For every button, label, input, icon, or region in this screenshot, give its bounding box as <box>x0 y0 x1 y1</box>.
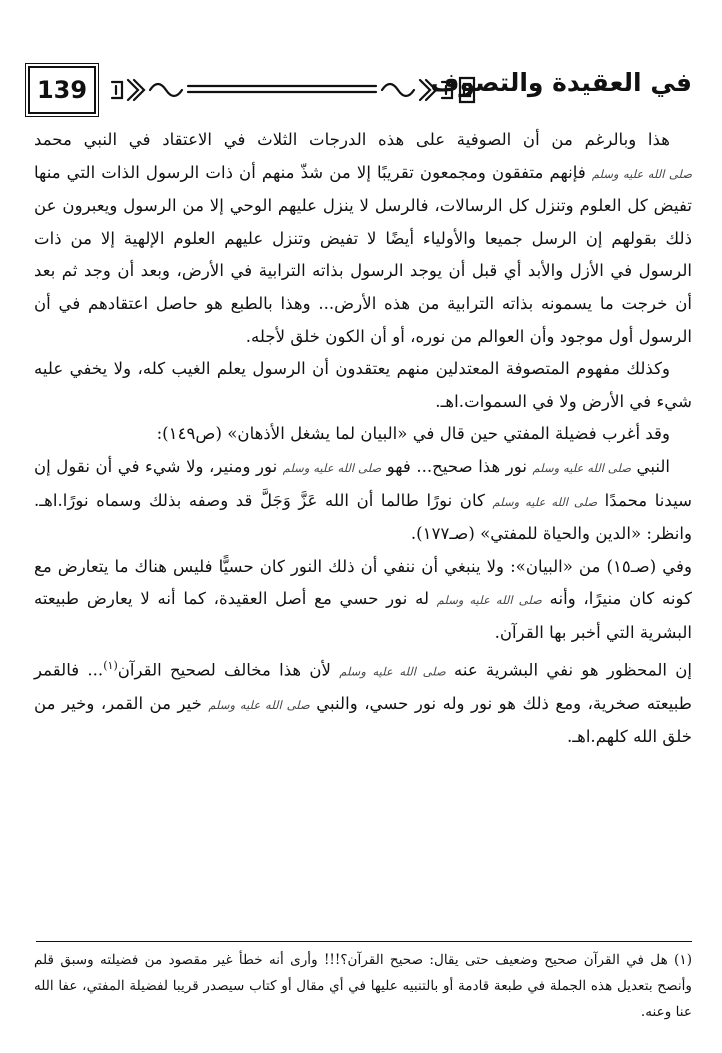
footnote-reference: (١) <box>103 658 118 672</box>
salutation-glyph: صلى الله عليه وسلم <box>492 494 598 509</box>
text-run: كان نورًا طالما أن الله عَزَّ وَجَلَّ قد وصفه بذلك وسماه نورًا.اهـ. وانظر: «الدين والحياة للمفتي» (صـ١٧٧). <box>34 490 692 544</box>
salutation-glyph: صلى الله عليه وسلم <box>282 460 382 475</box>
main-text <box>34 124 692 754</box>
text-run: هذا وبالرغم من أن الصوفية على هذه الدرجات الثلاث في الاعتقاد في النبي محمد <box>34 130 670 149</box>
paragraph-2: وكذلك مفهوم المتصوفة المعتدلين منهم يعتقدون أن الرسول يعلم الغيب كله، ولا يخفي عليه شيء في الأرض ولا في السموات.اهـ. <box>34 359 692 411</box>
text-run: لأن هذا مخالف لصحيح القرآن <box>117 660 332 680</box>
text-run: إن المحظور هو نفي البشرية عنه <box>453 660 692 680</box>
text-run: وفي (صـ١٥) من «البيان»: ولا ينبغي أن ننفي أن ذلك النور كان حسيًّا فليس هناك ما يتعارض مع كونه كان منيرًا، وأنه <box>34 556 693 609</box>
text-run: فإنهم متفقون ومجمعون تقريبًا إلا من شذّ منهم أن ذات الرسول الذات التي منها تفيض كل العلوم وتنزل كل الرسالات، فالرسل لا ينزل عليهم الوحي إلا من الرسول ويعبرون عن ذلك بقولهم إن الرسل جميعا والأولياء أيضًا لا تفيض وتنزل عليهم العلوم الإلهية إلا من ذات الرسول في الأزل والأبد أي قبل أن يوجد الرسول بذاته الترابية في الأرض، وبعد أن وجد ثم بعد أن خرجت ما يسمونه بذاته الترابية من هذه الأرض... وهذا بالطبع هو حاصل اعتقادهم في أن الرسول أول موجود وأن العوالم من نوره، أو أن الكون خلق لأجله. <box>34 162 692 346</box>
text-run: النبي <box>636 456 670 476</box>
salutation-glyph: صلى الله عليه وسلم <box>339 664 446 679</box>
paragraph-5 <box>34 551 692 650</box>
text-run: نور ومنير، ولا شيء في أن نقول إن سيدنا محمدًا <box>34 456 693 510</box>
footnote: (١) هل في القرآن صحيح وضعيف حتى يقال: صحيح القرآن؟!!! وأرى أنه خطأ غير مقصود من فضيلته وسبق قلم وأنصح بتعديل هذه الجملة في طبعة قادمة أو بالتنبيه عليها في أي مقال أو كتاب سيصدر قريبا لفضيلة المفتي، عفا الله عنا وعنه. <box>34 952 692 1020</box>
text-run: ... فالقمر طبيعته صخرية، ومع ذلك هو نور وله نور حسي، والنبي <box>34 660 692 713</box>
salutation-glyph: صلى الله عليه وسلم <box>208 697 310 712</box>
page-number: 139 <box>28 66 96 114</box>
paragraph-4 <box>34 451 692 551</box>
paragraph-6 <box>34 650 692 754</box>
text-run: خير من القمر، وخير من خلق الله كلهم.اهـ. <box>34 693 692 747</box>
page-header <box>28 66 692 120</box>
text-run: نور هذا صحيح... فهو <box>386 456 527 476</box>
salutation-glyph: صلى الله عليه وسلم <box>436 593 542 608</box>
text-run: له نور حسي مع أصل العقيدة، كما أنه لا يعارض طبيعته البشرية التي أخبر بها القرآن. <box>34 589 692 642</box>
header-ornament <box>108 72 480 108</box>
paragraph-3: وقد أغرب فضيلة المفتي حين قال في «البيان لما يشغل الأذهان» (ص١٤٩): <box>156 424 670 444</box>
running-title: في العقيدة والتصوف <box>430 68 692 97</box>
footnote-divider <box>36 941 692 942</box>
salutation-glyph: صلى الله عليه وسلم <box>591 166 692 181</box>
paragraph-1 <box>34 124 692 353</box>
salutation-glyph: صلى الله عليه وسلم <box>532 460 631 475</box>
